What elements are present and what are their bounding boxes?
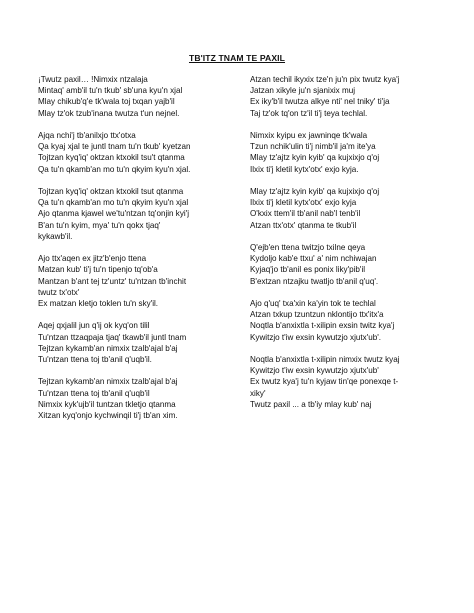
stanza	[250, 74, 455, 119]
verse-line: Ajo q'uq' txa'xin ka'yin tok te techlal	[250, 299, 376, 308]
verse-line: Ex twutz kya'j tu'n kyjaw tin'qe ponexqe t-	[250, 377, 399, 387]
verse-line: Mlay tz'ok tzub'inana twutza t'un nejnel.	[38, 108, 180, 118]
left-column	[38, 74, 243, 432]
verse-line: Qa kyaj xjal te juntl tnam tu'n tkub' kyetzan	[38, 142, 191, 152]
verse-line: O'kxix ttem'il tb'anil nab'l tenb'il	[250, 209, 361, 219]
stanza	[38, 376, 243, 421]
verse-line: Noqtla b'anxixtla t-xilipin nimxix twutz kyaj	[250, 355, 400, 364]
verse-line: Nimxix kyk'ujb'il tuntzan tkletjo qtanma	[38, 399, 176, 409]
verse-line: Ajo qtanma kjawel we'tu'ntzan tq'onjin kyi'j	[38, 209, 190, 219]
verse-line: Ex iky'b'il twutza alkye nti' nel tniky' ti'ja	[250, 97, 390, 107]
stanza	[250, 298, 455, 343]
verse-line: Tojtzan kyq'iq' oktzan ktxokil tsu't qtanma	[38, 153, 185, 163]
verse-line: B'extzan ntzajku twatljo tb'anil q'uq'.	[250, 276, 379, 286]
verse-line: kykawb'il.	[38, 231, 73, 241]
verse-line: Ajo ttx'aqen ex jitz'b'enjo ttena	[38, 254, 147, 264]
verse-line: Mintaq' amb'il tu'n tkub' sb'una kyu'n xjal	[38, 86, 183, 96]
verse-line: Taj tz'ok tq'on tz'il ti'j teya techlal.	[250, 108, 368, 118]
verse-line: Twutz paxil ... a tb'iy mlay kub' naj	[250, 399, 372, 409]
verse-line: Atzan techil ikyxix tze'n ju'n pix twutz kya'j	[250, 75, 400, 84]
verse-line: Qa tu'n qkamb'an mo tu'n qkyim kyu'n xjal.	[38, 164, 191, 174]
stanza	[38, 253, 243, 309]
verse-line: Tojtzan kyq'iq' oktzan ktxokil tsut qtanma	[38, 187, 184, 196]
verse-line: Kyjaq'jo tb'anil es ponix liky'pib'il	[250, 265, 366, 275]
verse-line: Ajqa nchi'j tb'anilxjo ttx'otxa	[38, 131, 136, 140]
verse-line: Atzan ttx'otx' qtanma te tkub'il	[250, 220, 357, 230]
verse-line: Tejtzan kykamb'an nimxix tzalb'ajal b'aj	[38, 377, 178, 387]
stanza	[38, 320, 243, 365]
poem-title: TB'ITZ TNAM TE PAXIL	[188, 53, 286, 63]
verse-line: ¡Twutz paxil… !Nimxix ntzalaja	[38, 75, 148, 84]
verse-line: Mlay chikub'q'e tk'wala toj txqan yajb'il	[38, 97, 175, 107]
verse-line: Kydoljo kab'e ttxu' a' nim nchiwajan	[250, 254, 377, 264]
stanza	[250, 186, 455, 231]
stanza	[38, 74, 243, 119]
verse-line: Mlay tz'ajtz kyin kyib' qa kujxixjo q'oj	[250, 153, 380, 163]
verse-line: Tu'ntzan ttzaqpaja tjaq' tkawb'il juntl tnam	[38, 332, 187, 342]
verse-line: Tejtzan kykamb'an nimxix tzalb'ajal b'aj	[38, 343, 178, 353]
stanza	[38, 130, 243, 175]
verse-line: Noqtla b'anxixtla t-xilipin exsin twitz kya'j	[250, 321, 395, 331]
verse-line: Kywitzjo t'iw exsin kywutzjo xjutx'ub'.	[250, 332, 382, 342]
verse-line: Xitzan kyq'onjo kychwinqil ti'j tb'an xim.	[38, 411, 178, 421]
verse-line: B'an tu'n kyim, mya' tu'n qokx tjaq'	[38, 220, 161, 230]
stanza	[38, 186, 243, 242]
verse-line: Nimxix kyipu ex jawninqe tk'wala	[250, 131, 368, 140]
verse-line: Tu'ntzan ttena toj tb'anil q'uqb'il	[38, 388, 150, 398]
verse-line: Jatzan xikyle ju'n sjanixix muj	[250, 86, 356, 96]
verse-line: Qa tu'n qkamb'an mo tu'n qkyim kyu'n xjal	[38, 198, 189, 208]
verse-line: Tu'ntzan ttena toj tb'anil q'uqb'il.	[38, 355, 152, 365]
right-column	[250, 74, 455, 421]
verse-line: Ex matzan kletjo toklen tu'n sky'il.	[38, 299, 159, 309]
verse-line: Q'ejb'en ttena twitzjo txilne qeya	[250, 243, 366, 252]
stanza	[250, 354, 455, 410]
stanza	[250, 242, 455, 287]
verse-line: Atzan txkup tzuntzun nklontijo ttx'itx'a	[250, 310, 384, 320]
verse-line: xiky'	[250, 388, 266, 398]
verse-line: Mantzan b'ant tej tz'untz' tu'ntzan tb'inchit	[38, 276, 187, 286]
stanza	[250, 130, 455, 175]
verse-line: Kywitzjo t'iw exsin kywutzjo xjutx'ub'	[250, 366, 379, 376]
verse-line: Aqej qxjalil jun q'ij ok kyq'on tilil	[38, 321, 150, 331]
verse-line: Ilxix ti'j kletil kytx'otx' exjo kyja	[250, 198, 357, 208]
verse-line: Ilxix ti'j kletil kytx'otx' exjo kyja.	[250, 164, 359, 174]
verse-line: Mlay tz'ajtz kyin kyib' qa kujxixjo q'oj	[250, 187, 380, 196]
verse-line: Matzan kub' ti'j tu'n tipenjo tq'ob'a	[38, 265, 158, 275]
verse-line: Tzun nchik'ulin ti'j nimb'il ja'm ite'ya	[250, 142, 376, 152]
verse-line: twutz tx'otx'	[38, 287, 80, 297]
